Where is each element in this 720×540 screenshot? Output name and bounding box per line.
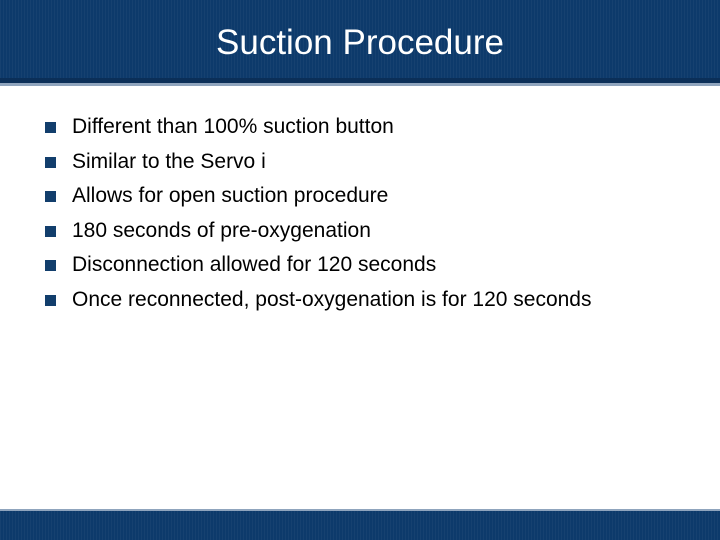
bullet-item	[0, 248, 720, 283]
bullet-text: Once reconnected, post-oxygenation is for 120 seconds	[72, 287, 592, 311]
bullet-text: Different than 100% suction button	[72, 115, 394, 138]
bullet-list	[0, 110, 720, 318]
slide-title: Suction Procedure	[216, 23, 504, 62]
square-bullet-icon	[45, 260, 56, 271]
bullet-text: Disconnection allowed for 120 seconds	[72, 253, 437, 277]
square-bullet-icon	[45, 157, 56, 168]
square-bullet-icon	[45, 122, 56, 133]
bullet-text: Allows for open suction procedure	[72, 184, 389, 208]
bullet-item	[0, 179, 720, 214]
bullet-text: Similar to the Servo i	[72, 149, 266, 173]
square-bullet-icon	[45, 191, 56, 202]
footer-bar	[0, 511, 720, 540]
bullet-item	[0, 283, 720, 318]
bullet-text: 180 seconds of pre-oxygenation	[72, 218, 371, 242]
bullet-item	[0, 214, 720, 249]
bullet-item	[0, 110, 720, 145]
bullet-item	[0, 145, 720, 180]
square-bullet-icon	[45, 295, 56, 306]
square-bullet-icon	[45, 226, 56, 237]
